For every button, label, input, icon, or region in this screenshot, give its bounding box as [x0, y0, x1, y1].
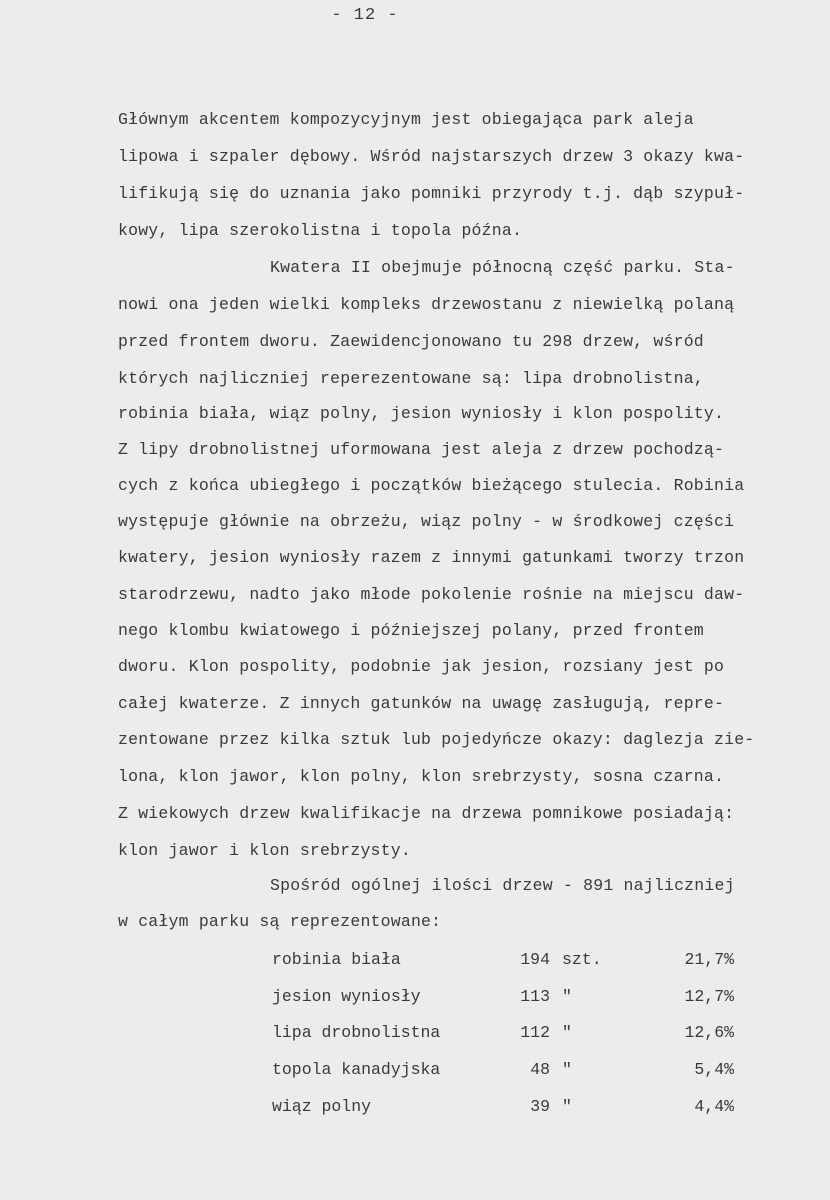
- species-unit: szt.: [562, 950, 602, 969]
- species-count: 194: [520, 950, 550, 969]
- text-line: zentowane przez kilka sztuk lub pojedyńcze okazy: daglezja zie-: [118, 730, 755, 749]
- text-line: przed frontem dworu. Zaewidencjonowano tu 298 drzew, wśród: [118, 332, 704, 351]
- species-percent: 12,7%: [684, 987, 734, 1006]
- text-line: lipowa i szpaler dębowy. Wśród najstarszych drzew 3 okazy kwa-: [118, 147, 745, 166]
- species-percent: 4,4%: [694, 1097, 734, 1116]
- table-row: [272, 987, 742, 1009]
- table-row: [272, 1097, 742, 1119]
- text-line: Głównym akcentem kompozycyjnym jest obiegająca park aleja: [118, 110, 694, 129]
- species-name: jesion wyniosły: [272, 987, 421, 1006]
- text-line: których najliczniej reperezentowane są: lipa drobnolistna,: [118, 369, 704, 388]
- text-line: lifikują się do uznania jako pomniki przyrody t.j. dąb szypuł-: [118, 184, 745, 203]
- text-line: starodrzewu, nadto jako młode pokolenie rośnie na miejscu daw-: [118, 585, 745, 604]
- species-unit: ": [562, 1097, 572, 1116]
- text-line: dworu. Klon pospolity, podobnie jak jesion, rozsiany jest po: [118, 657, 725, 676]
- species-count: 48: [530, 1060, 550, 1079]
- text-line: w całym parku są reprezentowane:: [118, 912, 442, 931]
- text-line: kowy, lipa szerokolistna i topola późna.: [118, 221, 523, 240]
- species-count: 112: [520, 1023, 550, 1042]
- species-name: robinia biała: [272, 950, 401, 969]
- text-line: Z lipy drobnolistnej uformowana jest aleja z drzew pochodzą-: [118, 440, 725, 459]
- species-percent: 21,7%: [684, 950, 734, 969]
- species-count: 113: [520, 987, 550, 1006]
- species-unit: ": [562, 1060, 572, 1079]
- table-row: [272, 1023, 742, 1045]
- text-line: cych z końca ubiegłego i początków bieżącego stulecia. Robinia: [118, 476, 745, 495]
- text-line: nowi ona jeden wielki kompleks drzewostanu z niewielką polaną: [118, 295, 735, 314]
- text-line: kwatery, jesion wyniosły razem z innymi gatunkami tworzy trzon: [118, 548, 745, 567]
- table-row: [272, 950, 742, 972]
- text-line: Spośród ogólnej ilości drzew - 891 najliczniej: [270, 876, 735, 895]
- species-percent: 12,6%: [684, 1023, 734, 1042]
- species-unit: ": [562, 987, 572, 1006]
- text-line: występuje głównie na obrzeżu, wiąz polny - w środkowej części: [118, 512, 735, 531]
- species-count: 39: [530, 1097, 550, 1116]
- species-name: topola kanadyjska: [272, 1060, 441, 1079]
- text-line: Z wiekowych drzew kwalifikacje na drzewa pomnikowe posiadają:: [118, 804, 735, 823]
- species-name: lipa drobnolistna: [272, 1023, 441, 1042]
- text-line: nego klombu kwiatowego i późniejszej polany, przed frontem: [118, 621, 704, 640]
- text-line: Kwatera II obejmuje północną część parku. Sta-: [270, 258, 735, 277]
- text-line: robinia biała, wiąz polny, jesion wyniosły i klon pospolity.: [118, 404, 725, 423]
- table-row: [272, 1060, 742, 1082]
- species-percent: 5,4%: [694, 1060, 734, 1079]
- text-line: całej kwaterze. Z innych gatunków na uwagę zasługują, repre-: [118, 694, 725, 713]
- species-name: wiąz polny: [272, 1097, 372, 1116]
- text-line: klon jawor i klon srebrzysty.: [118, 841, 411, 860]
- species-unit: ": [562, 1023, 572, 1042]
- text-line: lona, klon jawor, klon polny, klon srebrzysty, sosna czarna.: [118, 767, 725, 786]
- page-number: - 12 -: [331, 6, 399, 25]
